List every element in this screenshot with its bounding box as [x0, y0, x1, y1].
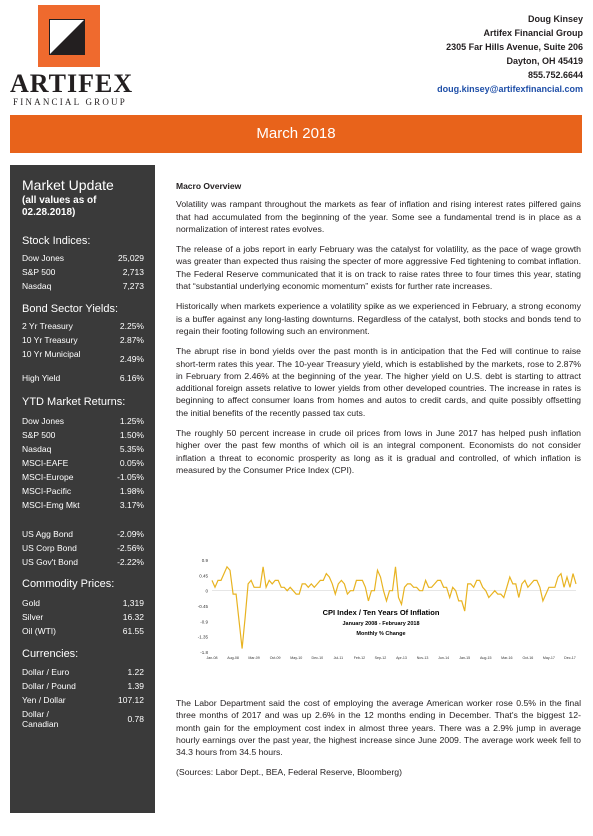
ytd-row: Nasdaq 5.35% — [22, 444, 144, 454]
contact-name: Doug Kinsey — [527, 14, 583, 24]
article-paragraph: The release of a jobs report in early February was the catalyst for volatility, as the pace of wage growth was greater than expected thus raising the specter of more aggressive Fed tightening to combat inflation. The Federal Reserve communicated that it is on track to raise rates three to four times this year, stating that “substantial underlying economic momentum” exists for further rate increases. — [176, 244, 581, 292]
y-tick-label: 0.9 — [201, 558, 208, 563]
x-tick-label: Jan-08 — [206, 656, 218, 660]
x-tick-label: Jul-11 — [333, 656, 344, 660]
logo-brand: ARTIFEX — [10, 69, 134, 98]
stock-row: Dow Jones 25,029 — [22, 253, 144, 263]
x-tick-label: Feb-12 — [353, 656, 366, 660]
x-tick-label: Sep-12 — [374, 656, 387, 660]
x-tick-label: May-10 — [290, 656, 303, 660]
logo-subtitle: FINANCIAL GROUP — [13, 97, 127, 107]
sidebar-title: Market Update — [22, 177, 114, 193]
cpi-chart — [176, 552, 581, 664]
x-tick-label: Oct-09 — [269, 656, 281, 660]
commodity-row: Gold 1,319 — [22, 598, 144, 608]
ytd-bond-row: US Gov't Bond -2.22% — [22, 557, 144, 567]
bond-row: High Yield 6.16% — [22, 373, 144, 383]
article-paragraph: The Labor Department said the cost of employing the average American worker rose 0.5% in the final three months of 2017 and was up 2.6% in the 12 months ending in December. That's the biggest 12-month gain for the employment cost index in almost three years. There was a 2.9% jump in average hourly earnings over the past year, the highest increase since June 2009. The average work week fell to 34.3 hours from 34.5 hours. — [176, 698, 581, 758]
y-tick-label: -0.45 — [197, 604, 208, 609]
contact-city: Dayton, OH 45419 — [506, 56, 583, 66]
stock-indices-heading: Stock Indices: — [22, 235, 91, 247]
chart-subtitle: January 2008 - February 2018 — [342, 621, 420, 627]
bond-row: 10 Yr Municipal 2.49% — [22, 349, 144, 364]
contact-phone: 855.752.6644 — [527, 70, 583, 80]
ytd-row: MSCI-Emg Mkt 3.17% — [22, 500, 144, 510]
contact-company: Artifex Financial Group — [483, 28, 583, 38]
sidebar-as-of: (all values as of 02.28.2018) — [22, 195, 97, 218]
currency-row: Dollar / Euro 1.22 — [22, 667, 144, 677]
x-tick-label: May-17 — [542, 656, 555, 660]
x-tick-label: Dec-10 — [311, 656, 324, 660]
ytd-row: Dow Jones 1.25% — [22, 416, 144, 426]
ytd-returns-heading: YTD Market Returns: — [22, 396, 126, 408]
x-tick-label: Nov-13 — [416, 656, 429, 660]
stock-row: S&P 500 2,713 — [22, 267, 144, 277]
x-tick-label: Mar-09 — [248, 656, 260, 660]
currency-row: Yen / Dollar 107.12 — [22, 695, 144, 705]
market-update-sidebar — [10, 165, 155, 813]
commodity-row: Silver 16.32 — [22, 612, 144, 622]
article-paragraph: The abrupt rise in bond yields over the past month is in anticipation that the Fed will continue to raise short-term rates this year. The 10-year Treasury yield, which is established by the markets, rose to 2.87% in February from 2.46% at the beginning of the year. The higher yield on U.S. debt is starting to attract additional foreign assets relative to lower yields from other developed countries. The increase in rates is beginning to affect consumer loans from homes and autos to credit cards, and quite possibly offsetting the initial benefits of the recently passed tax cuts. — [176, 346, 581, 418]
contact-address: 2305 Far Hills Avenue, Suite 206 — [446, 42, 583, 52]
x-tick-label: Jun-14 — [438, 656, 450, 660]
x-tick-label: Aug-15 — [479, 656, 492, 660]
x-tick-label: Oct-16 — [522, 656, 534, 660]
bond-yields-heading: Bond Sector Yields: — [22, 303, 119, 315]
y-tick-label: 0.45 — [199, 573, 208, 579]
ytd-bond-row: US Corp Bond -2.56% — [22, 543, 144, 553]
chart-y-label: Monthly % Change — [356, 631, 406, 637]
contact-email-link[interactable]: doug.kinsey@artifexfinancial.com — [437, 84, 583, 94]
stock-row: Nasdaq 7,273 — [22, 281, 144, 291]
cpi-chart-svg — [176, 552, 581, 664]
company-logo — [10, 5, 134, 107]
month-banner: March 2018 — [10, 115, 582, 153]
commodity-row: Oil (WTI) 61.55 — [22, 626, 144, 636]
commodity-prices-heading: Commodity Prices: — [22, 578, 115, 590]
ytd-row: MSCI-Europe -1.05% — [22, 472, 144, 482]
article-paragraph: Historically when markets experience a volatility spike as we experienced in February, a strong economy is a buffer against any long-lasting downturns. Regardless of the catalyst, both stocks and bonds tend to regain their footing following such an environment. — [176, 301, 581, 336]
currency-row: Dollar / Canadian 0.78 — [22, 709, 144, 729]
x-tick-label: Dec-17 — [564, 656, 576, 660]
currencies-heading: Currencies: — [22, 648, 79, 660]
y-tick-label: -1.8 — [200, 650, 208, 655]
article-heading: Macro Overview — [176, 181, 242, 191]
article-sources: (Sources: Labor Dept., BEA, Federal Reserve, Bloomberg) — [176, 767, 402, 778]
ytd-row: MSCI-EAFE 0.05% — [22, 458, 144, 468]
ytd-row: MSCI-Pacific 1.98% — [22, 486, 144, 496]
currency-row: Dollar / Pound 1.39 — [22, 681, 144, 691]
bond-row: 2 Yr Treasury 2.25% — [22, 321, 144, 331]
x-tick-label: Apr-13 — [396, 656, 407, 660]
y-tick-label: -0.9 — [200, 619, 208, 625]
article-body — [176, 180, 581, 484]
article-paragraph: The roughly 50 percent increase in crude oil prices from lows in June 2017 has helped push inflation higher over the past few months of which oil is an integral component. Economists do not consider inflation a threat to economic prosperity as long as it is gradual and controlled, of which inflation is measured by the Consumer Price Index (CPI). — [176, 428, 581, 475]
chart-title: CPI Index / Ten Years Of Inflation — [322, 608, 440, 617]
ytd-row: S&P 500 1.50% — [22, 430, 144, 440]
logo-mark — [38, 5, 100, 67]
bond-row: 10 Yr Treasury 2.87% — [22, 335, 144, 345]
x-tick-label: Mar-16 — [501, 656, 513, 660]
ytd-bond-row: US Agg Bond -2.09% — [22, 529, 144, 539]
article-body-continued — [176, 697, 581, 787]
y-tick-label: 0 — [205, 588, 208, 594]
x-tick-label: Jan-15 — [459, 656, 471, 660]
article-paragraph: Volatility was rampant throughout the markets as fear of inflation and rising interest rates pilfered gains that had accumulated from the beginning of the year. Some see a fundamental trend is in place as a normalization of interest rates evolves. — [176, 199, 581, 234]
x-tick-label: Aug-08 — [227, 656, 239, 660]
contact-block — [437, 12, 583, 96]
y-tick-label: -1.35 — [197, 634, 208, 640]
